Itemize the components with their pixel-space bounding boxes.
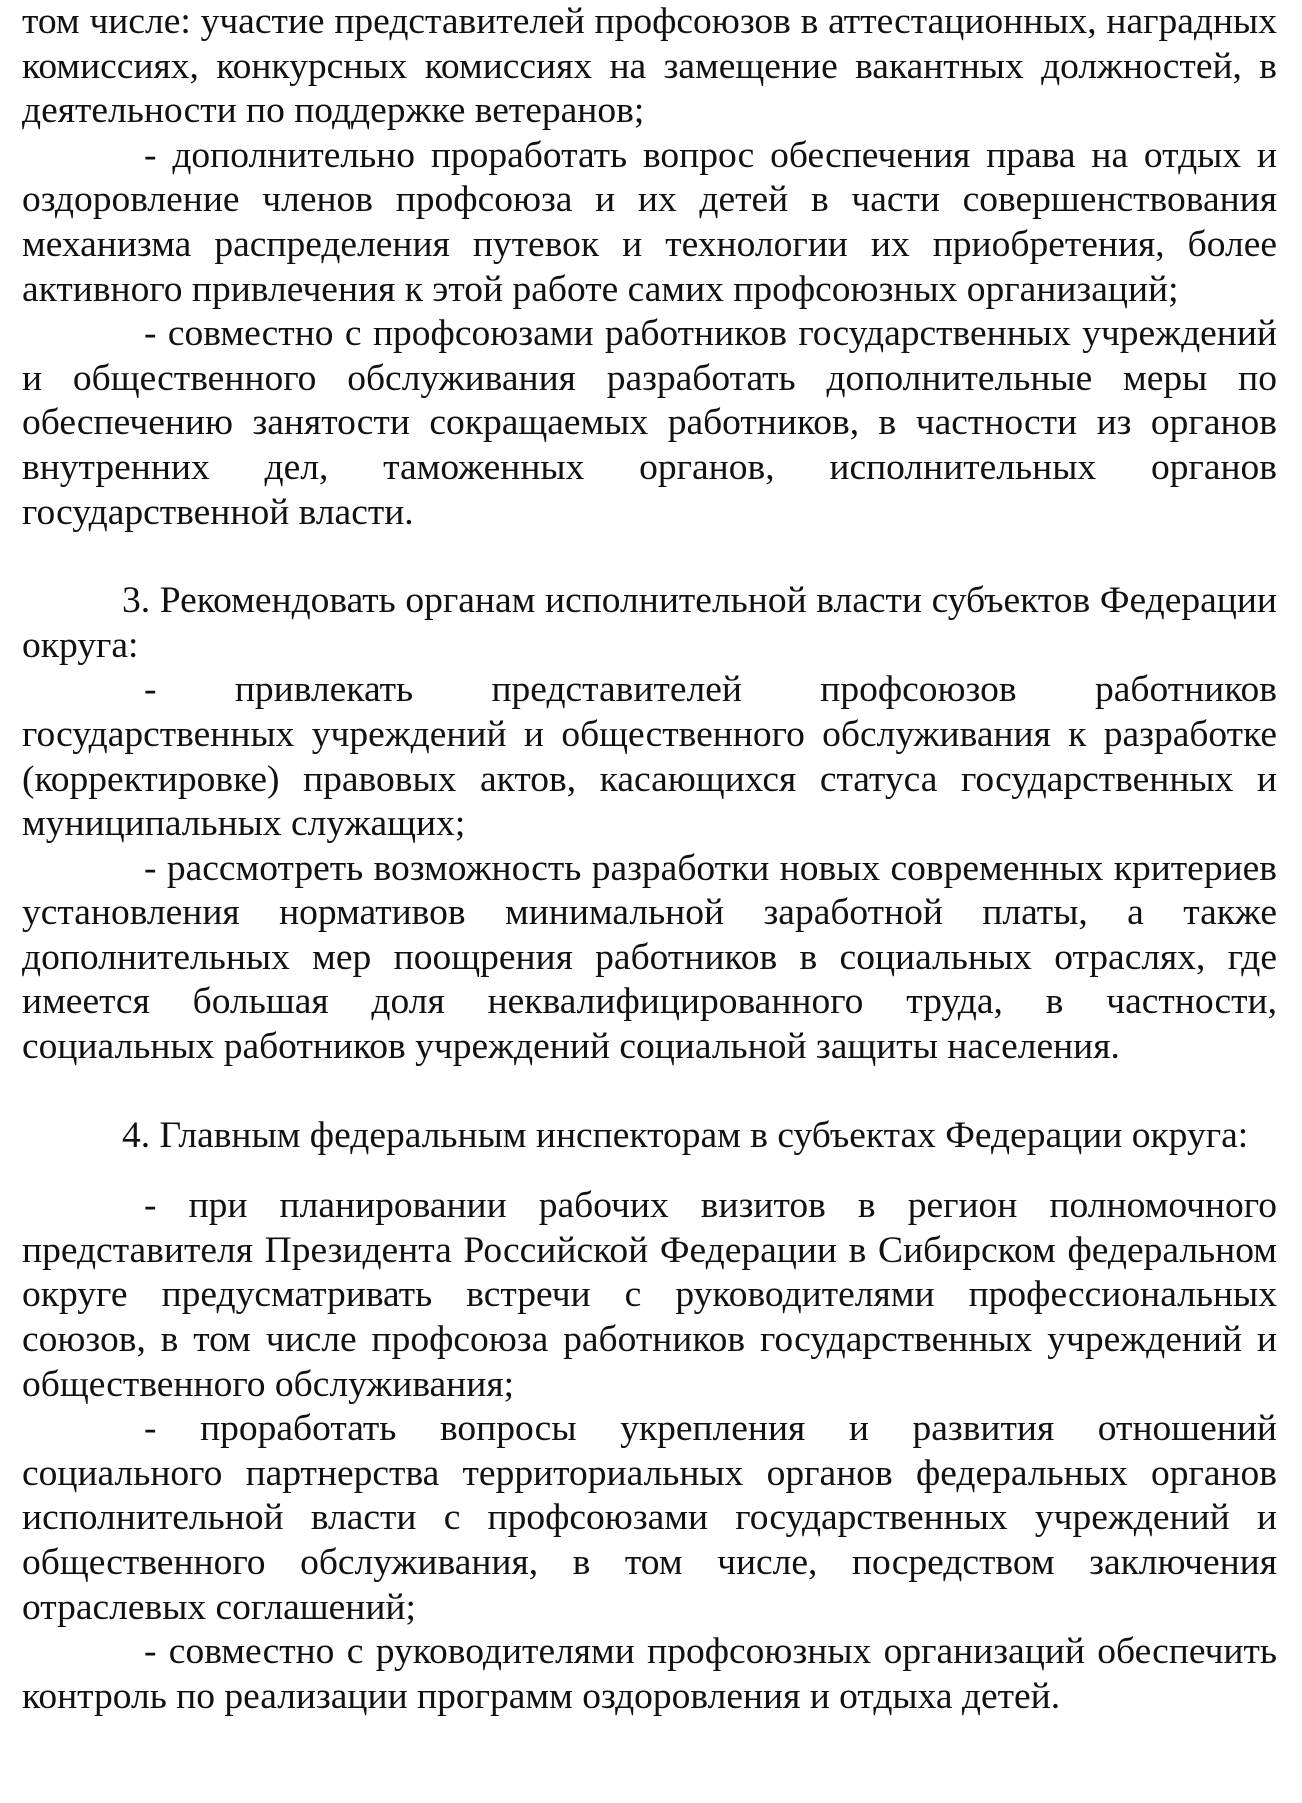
- section-3-heading: 3. Рекомендовать органам исполнительной власти субъектов Федерации округа:: [22, 580, 1277, 666]
- document-page: [22, 0, 1277, 1719]
- paragraph-legal-acts: - привлекать представителей профсоюзов работников государственных учреждений и общественного обслуживания к разработке (корректировке) правовых актов, касающихся статуса государственных и муниципальных служащих;: [22, 669, 1277, 845]
- paragraph-rest-health: - дополнительно проработать вопрос обеспечения права на отдых и оздоровление членов профсоюза и их детей в части совершенствования механизма распределения путевок и технологии их приобретения, более активного привлечения к этой работе самих профсоюзных организаций;: [22, 134, 1277, 310]
- section-gap: [22, 1070, 1277, 1114]
- paragraph-continuation: том числе: участие представителей профсоюзов в аттестационных, наградных комиссиях, конкурсных комиссиях на замещение вакантных должностей, в деятельности по поддержке ветеранов;: [22, 1, 1277, 132]
- paragraph-children-rest: - совместно с руководителями профсоюзных организаций обеспечить контроль по реализации программ оздоровления и отдыха детей.: [22, 1631, 1277, 1717]
- section-gap: [22, 535, 1277, 579]
- section-gap: [22, 1158, 1277, 1184]
- section-4-heading: 4. Главным федеральным инспекторам в субъектах Федерации округа:: [122, 1114, 1249, 1156]
- paragraph-social-partnership: - проработать вопросы укрепления и развития отношений социального партнерства территориальных органов федеральных органов исполнительной власти с профсоюзами государственных учреждений и общественного обслуживания, в том числе, посредством заключения отраслевых соглашений;: [22, 1408, 1277, 1628]
- paragraph-work-visits: - при планировании рабочих визитов в регион полномочного представителя Президента Российской Федерации в Сибирском федеральном округе предусматривать встречи с руководителями профессиональных союзов, в том числе профсоюза работников государственных учреждений и общественного обслуживания;: [22, 1185, 1277, 1405]
- paragraph-wage-criteria: - рассмотреть возможность разработки новых современных критериев установления нормативов минимальной заработной платы, а также дополнительных мер поощрения работников в социальных отраслях, где имеется большая доля неквалифицированного труда, в частности, социальных работников учреждений социальной защиты населения.: [22, 847, 1277, 1068]
- paragraph-employment-measures: - совместно с профсоюзами работников государственных учреждений и общественного обслуживания разработать дополнительные меры по обеспечению занятости сокращаемых работников, в частности из органов внутренних дел, таможенных органов, исполнительных органов государственной власти.: [22, 313, 1277, 533]
